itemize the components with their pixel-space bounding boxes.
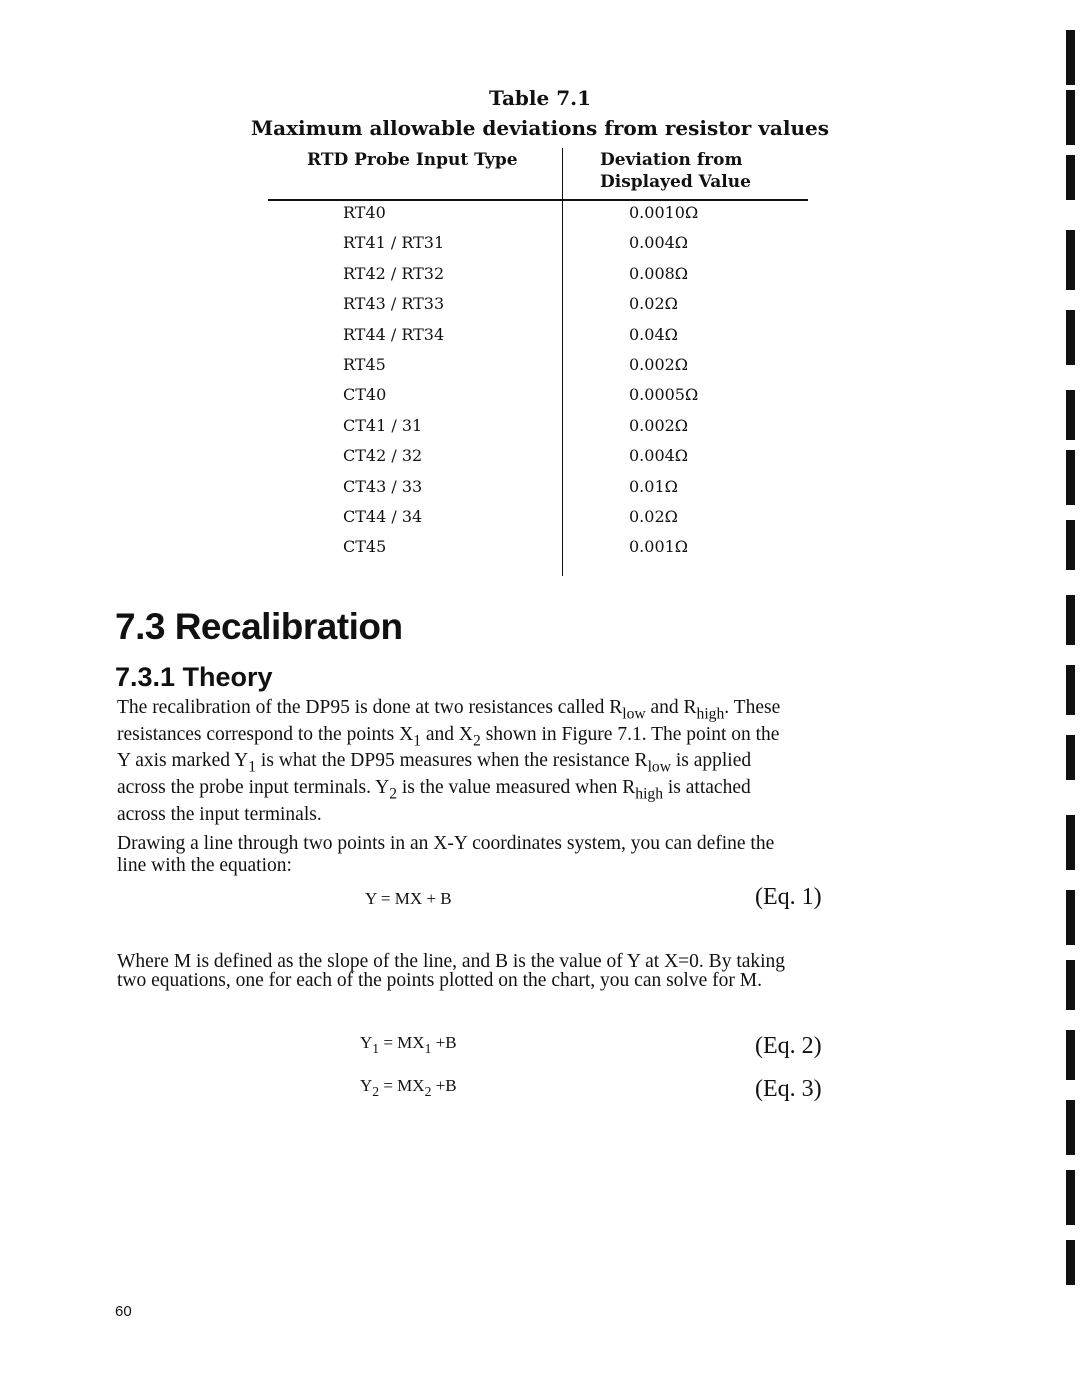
table-cell-probe-type: RT43 / RT33	[343, 294, 445, 314]
column-header-deviation	[600, 149, 751, 193]
scan-edge-mark	[1066, 735, 1075, 780]
equation-3: $Y_2 = MX_2 +B$	[360, 1076, 457, 1099]
table-cell-deviation: 0.01Ω	[629, 476, 678, 496]
table-cell-probe-type: CT45	[343, 537, 387, 557]
scan-edge-mark	[1066, 90, 1075, 145]
scan-edge-mark	[1066, 1240, 1075, 1285]
table-cell-deviation: 0.004Ω	[629, 233, 689, 253]
table-cell-probe-type: CT42 / 32	[343, 446, 423, 466]
column-header-probe-type: RTD Probe Input Type	[307, 150, 518, 170]
header-line-1: Deviation from	[600, 150, 743, 170]
equation-3-label: (Eq. 3)	[755, 1076, 822, 1102]
scan-edge-mark	[1066, 1170, 1075, 1225]
table-cell-probe-type: CT40	[343, 385, 387, 405]
table-cell-deviation: 0.002Ω	[629, 415, 689, 435]
table-cell-deviation: 0.004Ω	[629, 446, 689, 466]
p3-line-2: two equations, one for each of the points plotted on the chart, you can solve for M.	[117, 970, 762, 991]
page-number: 60	[115, 1303, 132, 1320]
header-rule	[268, 199, 808, 201]
header-line-2: Displayed Value	[600, 172, 751, 192]
p1-line-2: resistances correspond to the points $X_1$ and $X_2$ shown in Figure 7.1. The point on the	[117, 724, 780, 750]
scan-edge-mark	[1066, 1100, 1075, 1155]
p1-line-5: across the input terminals.	[117, 804, 322, 825]
table-cell-probe-type: RT45	[343, 355, 386, 374]
table-cell-deviation: 0.0005Ω	[629, 385, 699, 405]
table-cell-probe-type: CT43 / 33	[343, 476, 423, 496]
section-heading: 7.3 Recalibration	[115, 606, 403, 647]
scan-edge-mark	[1066, 960, 1075, 1010]
table-cell-probe-type: RT40	[343, 203, 386, 222]
table-cell-probe-type: CT41 / 31	[343, 415, 423, 435]
table-cell-probe-type: RT44 / RT34	[343, 324, 445, 344]
equation-2-label: (Eq. 2)	[755, 1033, 822, 1059]
table-cell-deviation: 0.002Ω	[629, 355, 689, 374]
p2-line-2: line with the equation:	[117, 855, 292, 876]
subsection-heading: 7.3.1 Theory	[115, 662, 273, 692]
table-cell-deviation: 0.02Ω	[629, 507, 678, 526]
scan-edge-mark	[1066, 595, 1075, 645]
table-cell-probe-type: RT42 / RT32	[343, 263, 445, 283]
scan-edge-mark	[1066, 890, 1075, 945]
table-cell-probe-type: CT44 / 34	[343, 507, 423, 526]
p1-line-1: The recalibration of the DP95 is done at two resistances called $R_{low}$ and $R_{high}$. These	[117, 697, 781, 723]
p2-line-1: Drawing a line through two points in an X-Y coordinates system, you can define the	[117, 833, 775, 854]
equation-1-label: (Eq. 1)	[755, 884, 822, 910]
scan-edge-mark	[1066, 1030, 1075, 1080]
table-cell-deviation: 0.02Ω	[629, 294, 678, 314]
scan-edge-mark	[1066, 155, 1075, 200]
table-subtitle: Maximum allowable deviations from resistor values	[251, 116, 829, 140]
p1-line-4: across the probe input terminals. $Y_2$ is the value measured when $R_{high}$ is attached	[117, 777, 751, 803]
table-cell-deviation: 0.04Ω	[629, 324, 678, 344]
scan-edge-mark	[1066, 30, 1075, 85]
scan-edge-mark	[1066, 815, 1075, 870]
scan-edge-mark	[1066, 230, 1075, 290]
table-cell-deviation: 0.0010Ω	[629, 203, 699, 222]
column-divider	[562, 148, 563, 576]
p1-line-3: Y axis marked $Y_1$ is what the DP95 measures when the resistance $R_{low}$ is applied	[117, 750, 752, 776]
scan-edge-mark	[1066, 665, 1075, 715]
p3-line-1: Where M is defined as the slope of the line, and B is the value of Y at X=0. By taking	[117, 951, 786, 972]
equation-2: $Y_1 = MX_1 +B$	[360, 1033, 457, 1056]
table-cell-probe-type: RT41 / RT31	[343, 233, 445, 253]
scan-edge-mark	[1066, 390, 1075, 440]
table-title: Table 7.1	[489, 86, 591, 110]
scan-edge-mark	[1066, 310, 1075, 365]
scan-edge-mark	[1066, 520, 1075, 570]
table-cell-deviation: 0.001Ω	[629, 537, 689, 557]
table-cell-deviation: 0.008Ω	[629, 263, 689, 283]
scan-edge-mark	[1066, 450, 1075, 505]
equation-1: Y = MX + B	[365, 889, 452, 908]
